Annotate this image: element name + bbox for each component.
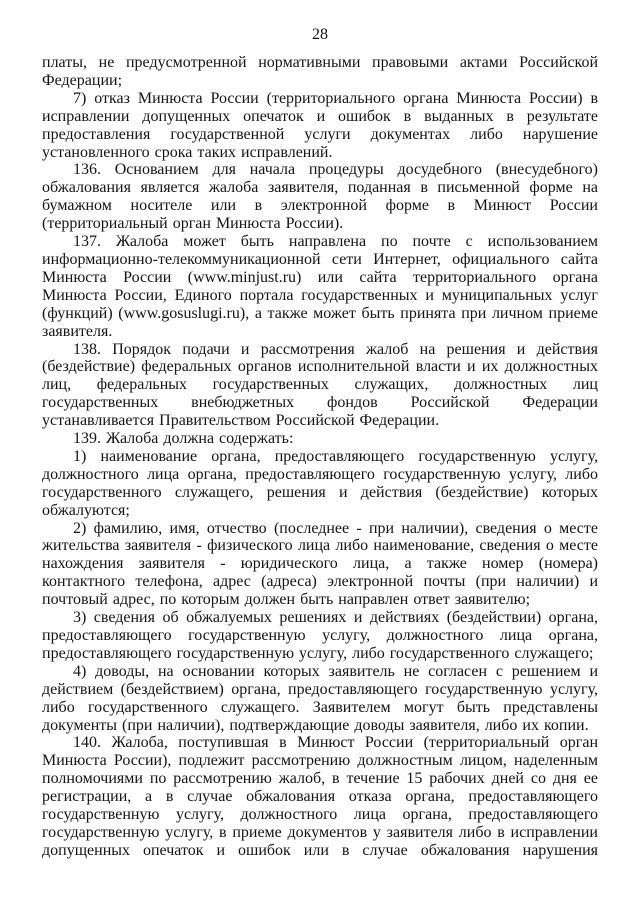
paragraph: 3) сведения об обжалуемых решениях и действиях (бездействии) органа, предоставляющего государственную услугу, должностного лица органа, предоставляющего государственную услугу, либо государственного служащего;	[42, 609, 598, 662]
paragraph: 140. Жалоба, поступившая в Минюст России (территориальный орган Минюста России), подлежит рассмотрению должностным лицом, наделенным полномочиями по рассмотрению жалоб, в течение 15 рабочих дней со дня ее регистрации, а в случае обжалования отказа органа, предоставляющего государственную услугу, должностного лица органа, предоставляющего государственную услугу, в приеме документов у заявителя либо в исправлении допущенных опечаток и ошибок или в случае обжалования нарушения	[42, 734, 598, 859]
paragraph: 7) отказ Минюста России (территориального органа Минюста России) в исправлении допущенных опечаток и ошибок в выданных в результате предоставления государственной услуги документах либо нарушение установленного срока таких исправлений.	[42, 89, 598, 161]
paragraph: 2) фамилию, имя, отчество (последнее - при наличии), сведения о месте жительства заявителя - физического лица либо наименование, сведения о месте нахождения заявителя - юридического лица, а также номер (номера) контактного телефона, адрес (адреса) электронной почты (при наличии) и почтовый адрес, по которым должен быть направлен ответ заявителю;	[42, 519, 598, 609]
page-number: 28	[312, 26, 328, 43]
paragraph: 136. Основанием для начала процедуры досудебного (внесудебного) обжалования является жалоба заявителя, поданная в письменной форме на бумажном носителе или в электронной форме в Минюст России (территориальный орган Минюста России).	[42, 161, 598, 233]
paragraph: платы, не предусмотренной нормативными правовыми актами Российской Федерации;	[42, 54, 598, 89]
paragraph: 1) наименование органа, предоставляющего государственную услугу, должностного лица органа, предоставляющего государственную услугу, либо государственного служащего, решения и действия (бездействие) которых обжалуются;	[42, 447, 598, 519]
paragraph: 138. Порядок подачи и рассмотрения жалоб на решения и действия (бездействие) федеральных органов исполнительной власти и их должностных лиц, федеральных государственных служащих, должностных лиц государственных внебюджетных фондов Российской Федерации устанавливается Правительством Российской Федерации.	[42, 340, 598, 430]
paragraph: 137. Жалоба может быть направлена по почте с использованием информационно-телекоммуникационной сети Интернет, официального сайта Минюста России (www.minjust.ru) или сайта территориального органа Минюста России, Единого портала государственных и муниципальных услуг (функций) (www.gosuslugi.ru), а также может быть принята при личном приеме заявителя.	[42, 233, 598, 340]
document-body	[42, 54, 598, 860]
paragraph: 4) доводы, на основании которых заявитель не согласен с решением и действием (бездействием) органа, предоставляющего государственную услугу, либо государственного служащего. Заявителем могут быть представлены документы (при наличии), подтверждающие доводы заявителя, либо их копии.	[42, 662, 598, 734]
paragraph: 139. Жалоба должна содержать:	[73, 430, 294, 448]
